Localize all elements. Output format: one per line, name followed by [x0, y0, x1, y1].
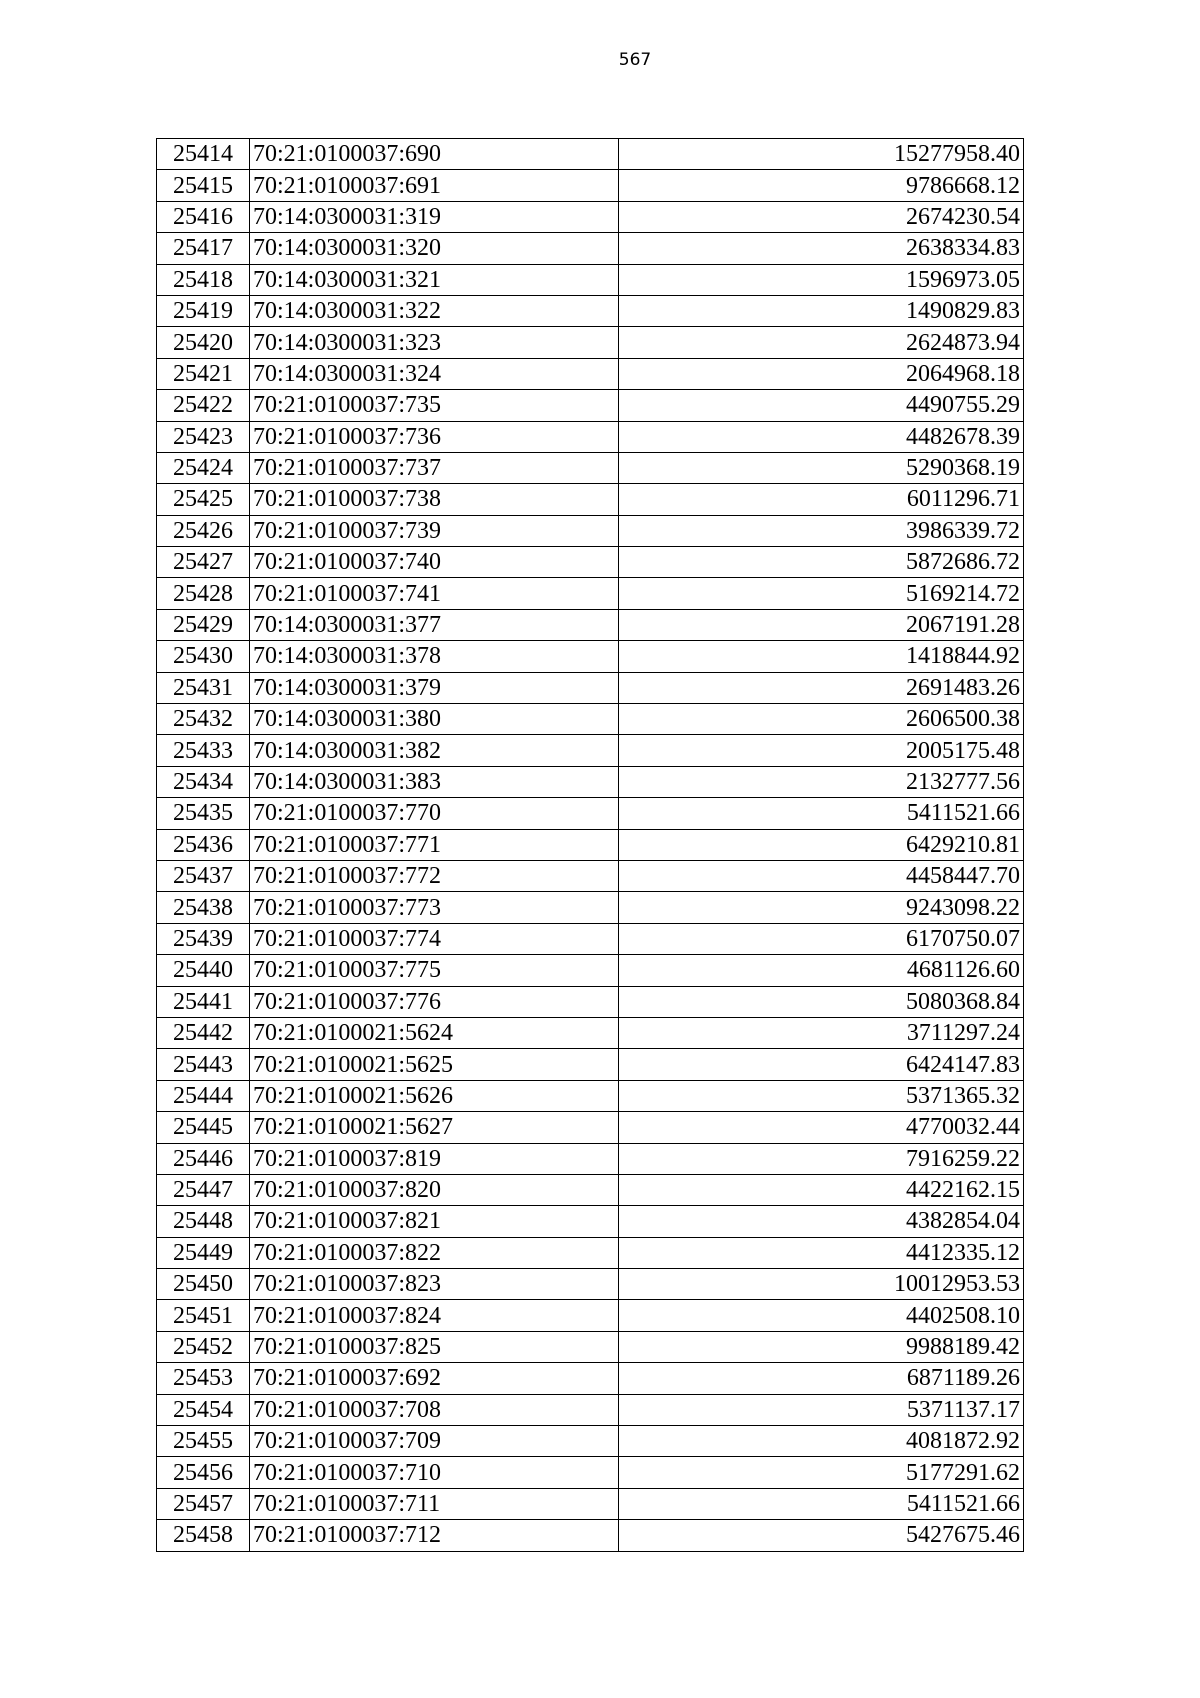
table-row — [157, 641, 1024, 672]
row-number-cell: 25430 — [157, 641, 250, 672]
row-number-cell: 25433 — [157, 735, 250, 766]
value-cell: 6424147.83 — [619, 1049, 1024, 1080]
row-number-cell: 25443 — [157, 1049, 250, 1080]
cadastral-number-cell: 70:21:0100037:775 — [250, 955, 619, 986]
cadastral-number-cell: 70:21:0100037:770 — [250, 798, 619, 829]
cadastral-number-cell: 70:21:0100037:823 — [250, 1269, 619, 1300]
row-number-cell: 25447 — [157, 1174, 250, 1205]
value-cell: 4770032.44 — [619, 1112, 1024, 1143]
value-cell: 2606500.38 — [619, 704, 1024, 735]
table-row — [157, 1237, 1024, 1268]
cadastral-number-cell: 70:21:0100037:825 — [250, 1331, 619, 1362]
table-row — [157, 1269, 1024, 1300]
row-number-cell: 25458 — [157, 1520, 250, 1551]
row-number-cell: 25444 — [157, 1080, 250, 1111]
table-row — [157, 609, 1024, 640]
table-row — [157, 1520, 1024, 1551]
cadastral-number-cell: 70:21:0100037:741 — [250, 578, 619, 609]
cadastral-value-table — [156, 138, 1024, 1552]
row-number-cell: 25431 — [157, 672, 250, 703]
value-cell: 4422162.15 — [619, 1174, 1024, 1205]
row-number-cell: 25429 — [157, 609, 250, 640]
table-row — [157, 1331, 1024, 1362]
cadastral-number-cell: 70:21:0100037:822 — [250, 1237, 619, 1268]
table-row — [157, 1206, 1024, 1237]
table-row — [157, 1112, 1024, 1143]
table-row — [157, 421, 1024, 452]
cadastral-number-cell: 70:21:0100021:5627 — [250, 1112, 619, 1143]
row-number-cell: 25454 — [157, 1394, 250, 1425]
table-row — [157, 1300, 1024, 1331]
table-row — [157, 1488, 1024, 1519]
table-row — [157, 766, 1024, 797]
cadastral-number-cell: 70:14:0300031:377 — [250, 609, 619, 640]
table-row — [157, 1174, 1024, 1205]
value-cell: 1596973.05 — [619, 264, 1024, 295]
table-row — [157, 1080, 1024, 1111]
cadastral-number-cell: 70:21:0100037:738 — [250, 484, 619, 515]
row-number-cell: 25423 — [157, 421, 250, 452]
table-row — [157, 358, 1024, 389]
cadastral-number-cell: 70:21:0100037:708 — [250, 1394, 619, 1425]
value-cell: 1418844.92 — [619, 641, 1024, 672]
row-number-cell: 25441 — [157, 986, 250, 1017]
cadastral-number-cell: 70:14:0300031:380 — [250, 704, 619, 735]
value-cell: 7916259.22 — [619, 1143, 1024, 1174]
row-number-cell: 25446 — [157, 1143, 250, 1174]
value-cell: 5872686.72 — [619, 547, 1024, 578]
table-row — [157, 1394, 1024, 1425]
table-row — [157, 704, 1024, 735]
cadastral-number-cell: 70:14:0300031:379 — [250, 672, 619, 703]
table-row — [157, 201, 1024, 232]
value-cell: 4382854.04 — [619, 1206, 1024, 1237]
table-row — [157, 672, 1024, 703]
cadastral-number-cell: 70:21:0100037:712 — [250, 1520, 619, 1551]
table-row — [157, 170, 1024, 201]
value-cell: 2691483.26 — [619, 672, 1024, 703]
table-row — [157, 547, 1024, 578]
value-cell: 5427675.46 — [619, 1520, 1024, 1551]
cadastral-number-cell: 70:21:0100037:821 — [250, 1206, 619, 1237]
value-cell: 4458447.70 — [619, 860, 1024, 891]
row-number-cell: 25422 — [157, 390, 250, 421]
row-number-cell: 25424 — [157, 452, 250, 483]
cadastral-number-cell: 70:21:0100037:709 — [250, 1426, 619, 1457]
table-row — [157, 578, 1024, 609]
row-number-cell: 25415 — [157, 170, 250, 201]
value-cell: 5411521.66 — [619, 1488, 1024, 1519]
cadastral-number-cell: 70:21:0100037:773 — [250, 892, 619, 923]
row-number-cell: 25448 — [157, 1206, 250, 1237]
row-number-cell: 25438 — [157, 892, 250, 923]
cadastral-number-cell: 70:21:0100037:820 — [250, 1174, 619, 1205]
row-number-cell: 25456 — [157, 1457, 250, 1488]
row-number-cell: 25457 — [157, 1488, 250, 1519]
value-cell: 2132777.56 — [619, 766, 1024, 797]
cadastral-number-cell: 70:21:0100037:710 — [250, 1457, 619, 1488]
table-row — [157, 829, 1024, 860]
value-cell: 3986339.72 — [619, 515, 1024, 546]
table-row — [157, 1457, 1024, 1488]
value-cell: 6011296.71 — [619, 484, 1024, 515]
cadastral-number-cell: 70:21:0100037:776 — [250, 986, 619, 1017]
table-row — [157, 955, 1024, 986]
row-number-cell: 25455 — [157, 1426, 250, 1457]
table-row — [157, 452, 1024, 483]
value-cell: 4412335.12 — [619, 1237, 1024, 1268]
cadastral-number-cell: 70:14:0300031:382 — [250, 735, 619, 766]
value-cell: 2064968.18 — [619, 358, 1024, 389]
cadastral-number-cell: 70:14:0300031:320 — [250, 233, 619, 264]
table-row — [157, 923, 1024, 954]
value-cell: 4681126.60 — [619, 955, 1024, 986]
value-cell: 4490755.29 — [619, 390, 1024, 421]
value-cell: 4482678.39 — [619, 421, 1024, 452]
row-number-cell: 25425 — [157, 484, 250, 515]
value-cell: 6429210.81 — [619, 829, 1024, 860]
table-row — [157, 1363, 1024, 1394]
row-number-cell: 25427 — [157, 547, 250, 578]
cadastral-number-cell: 70:21:0100021:5624 — [250, 1017, 619, 1048]
row-number-cell: 25416 — [157, 201, 250, 232]
row-number-cell: 25442 — [157, 1017, 250, 1048]
cadastral-number-cell: 70:21:0100037:739 — [250, 515, 619, 546]
row-number-cell: 25432 — [157, 704, 250, 735]
row-number-cell: 25419 — [157, 295, 250, 326]
table-row — [157, 295, 1024, 326]
value-cell: 3711297.24 — [619, 1017, 1024, 1048]
table-row — [157, 892, 1024, 923]
value-cell: 9243098.22 — [619, 892, 1024, 923]
cadastral-number-cell: 70:21:0100037:692 — [250, 1363, 619, 1394]
value-cell: 15277958.40 — [619, 139, 1024, 170]
value-cell: 1490829.83 — [619, 295, 1024, 326]
row-number-cell: 25437 — [157, 860, 250, 891]
table-row — [157, 1143, 1024, 1174]
table-body — [157, 139, 1024, 1552]
value-cell: 4081872.92 — [619, 1426, 1024, 1457]
table-row — [157, 327, 1024, 358]
value-cell: 2674230.54 — [619, 201, 1024, 232]
value-cell: 5169214.72 — [619, 578, 1024, 609]
cadastral-number-cell: 70:21:0100037:774 — [250, 923, 619, 954]
row-number-cell: 25445 — [157, 1112, 250, 1143]
value-cell: 5177291.62 — [619, 1457, 1024, 1488]
cadastral-number-cell: 70:21:0100037:736 — [250, 421, 619, 452]
row-number-cell: 25420 — [157, 327, 250, 358]
value-cell: 5371137.17 — [619, 1394, 1024, 1425]
cadastral-number-cell: 70:14:0300031:323 — [250, 327, 619, 358]
row-number-cell: 25450 — [157, 1269, 250, 1300]
cadastral-number-cell: 70:21:0100037:711 — [250, 1488, 619, 1519]
cadastral-number-cell: 70:21:0100037:824 — [250, 1300, 619, 1331]
value-cell: 5080368.84 — [619, 986, 1024, 1017]
value-cell: 2005175.48 — [619, 735, 1024, 766]
cadastral-number-cell: 70:14:0300031:378 — [250, 641, 619, 672]
value-cell: 5371365.32 — [619, 1080, 1024, 1111]
row-number-cell: 25421 — [157, 358, 250, 389]
value-cell: 10012953.53 — [619, 1269, 1024, 1300]
row-number-cell: 25434 — [157, 766, 250, 797]
table-row — [157, 515, 1024, 546]
cadastral-number-cell: 70:21:0100037:819 — [250, 1143, 619, 1174]
table-row — [157, 1049, 1024, 1080]
cadastral-number-cell: 70:21:0100037:737 — [250, 452, 619, 483]
cadastral-number-cell: 70:21:0100037:735 — [250, 390, 619, 421]
row-number-cell: 25440 — [157, 955, 250, 986]
value-cell: 5290368.19 — [619, 452, 1024, 483]
row-number-cell: 25417 — [157, 233, 250, 264]
row-number-cell: 25449 — [157, 1237, 250, 1268]
value-cell: 2624873.94 — [619, 327, 1024, 358]
cadastral-number-cell: 70:21:0100037:691 — [250, 170, 619, 201]
cadastral-number-cell: 70:21:0100037:740 — [250, 547, 619, 578]
table-row — [157, 390, 1024, 421]
row-number-cell: 25436 — [157, 829, 250, 860]
table-row — [157, 798, 1024, 829]
row-number-cell: 25452 — [157, 1331, 250, 1362]
table-row — [157, 264, 1024, 295]
row-number-cell: 25439 — [157, 923, 250, 954]
cadastral-number-cell: 70:21:0100037:772 — [250, 860, 619, 891]
value-cell: 9786668.12 — [619, 170, 1024, 201]
cadastral-number-cell: 70:14:0300031:383 — [250, 766, 619, 797]
table-row — [157, 735, 1024, 766]
table-row — [157, 860, 1024, 891]
table-row — [157, 1426, 1024, 1457]
value-cell: 4402508.10 — [619, 1300, 1024, 1331]
table-row — [157, 1017, 1024, 1048]
table-row — [157, 233, 1024, 264]
cadastral-number-cell: 70:21:0100021:5625 — [250, 1049, 619, 1080]
cadastral-number-cell: 70:14:0300031:321 — [250, 264, 619, 295]
row-number-cell: 25418 — [157, 264, 250, 295]
cadastral-number-cell: 70:21:0100021:5626 — [250, 1080, 619, 1111]
cadastral-number-cell: 70:21:0100037:771 — [250, 829, 619, 860]
cadastral-number-cell: 70:14:0300031:322 — [250, 295, 619, 326]
value-cell: 5411521.66 — [619, 798, 1024, 829]
row-number-cell: 25428 — [157, 578, 250, 609]
page-number: 567 — [618, 50, 652, 70]
value-cell: 2638334.83 — [619, 233, 1024, 264]
row-number-cell: 25426 — [157, 515, 250, 546]
row-number-cell: 25435 — [157, 798, 250, 829]
table-row — [157, 484, 1024, 515]
row-number-cell: 25451 — [157, 1300, 250, 1331]
row-number-cell: 25453 — [157, 1363, 250, 1394]
table-row — [157, 139, 1024, 170]
row-number-cell: 25414 — [157, 139, 250, 170]
value-cell: 9988189.42 — [619, 1331, 1024, 1362]
cadastral-number-cell: 70:14:0300031:324 — [250, 358, 619, 389]
cadastral-number-cell: 70:14:0300031:319 — [250, 201, 619, 232]
cadastral-number-cell: 70:21:0100037:690 — [250, 139, 619, 170]
value-cell: 6871189.26 — [619, 1363, 1024, 1394]
value-cell: 2067191.28 — [619, 609, 1024, 640]
table-row — [157, 986, 1024, 1017]
value-cell: 6170750.07 — [619, 923, 1024, 954]
